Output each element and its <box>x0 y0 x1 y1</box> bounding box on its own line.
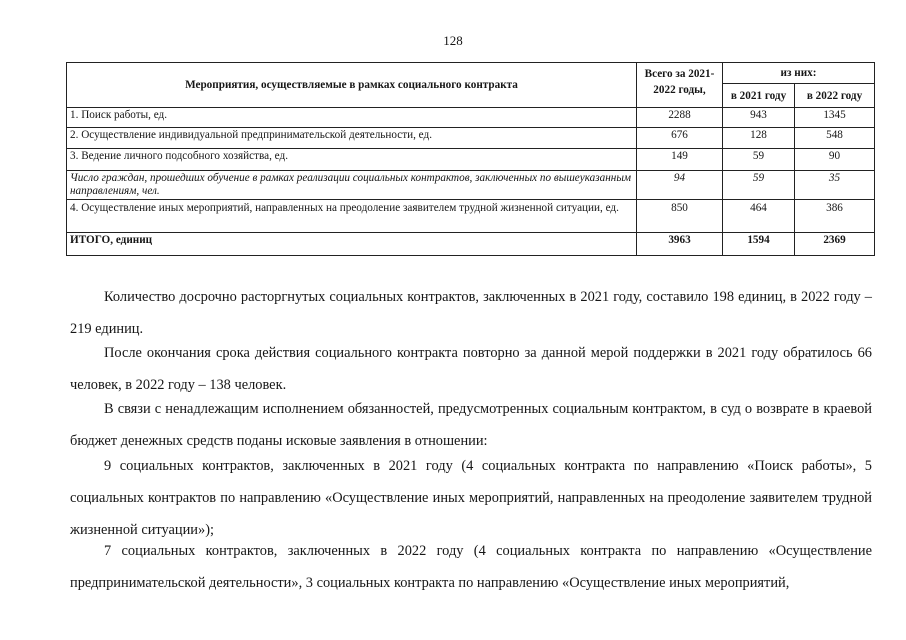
table-row <box>67 149 875 171</box>
paragraph: В связи с ненадлежащим исполнением обязанностей, предусмотренных социальным контрактом, в суд о возврате в краевой бюджет денежных средств поданы исковые заявления в отношении: <box>70 401 872 449</box>
row-label: 2. Осуществление индивидуальной предпринимательской деятельности, ед. <box>67 128 637 149</box>
table-row <box>67 108 875 128</box>
row-2022: 1345 <box>795 108 875 128</box>
table-header-row <box>67 63 875 84</box>
row-total: 2288 <box>637 108 723 128</box>
table-row <box>67 128 875 149</box>
row-2022: 548 <box>795 128 875 149</box>
row-2021: 59 <box>723 149 795 171</box>
row-total: 850 <box>637 200 723 233</box>
paragraph: После окончания срока действия социального контракта повторно за данной мерой поддержки в 2021 году обратилось 66 человек, в 2022 году – 138 человек. <box>70 345 872 393</box>
paragraph: 7 социальных контрактов, заключенных в 2022 году (4 социальных контракта по направлению «Осуществление предпринимательской деятельности», 3 социальных контракта по направлению «Осуществление иных мероприятий, <box>70 543 872 591</box>
header-2022: в 2022 году <box>795 84 875 108</box>
row-2022: 2369 <box>795 233 875 256</box>
page-number: 128 <box>443 33 463 48</box>
row-2022: 386 <box>795 200 875 233</box>
row-2022: 35 <box>795 171 875 200</box>
row-label: 1. Поиск работы, ед. <box>67 108 637 128</box>
table-row <box>67 171 875 200</box>
row-label: Число граждан, прошедших обучение в рамках реализации социальных контрактов, заключенных по вышеуказанным направлениям, чел. <box>67 171 637 200</box>
header-activities: Мероприятия, осуществляемые в рамках социального контракта <box>67 63 637 108</box>
row-label: 3. Ведение личного подсобного хозяйства, ед. <box>67 149 637 171</box>
row-label: 4. Осуществление иных мероприятий, направленных на преодоление заявителем трудной жизненной ситуации, ед. <box>67 200 637 233</box>
table-row <box>67 200 875 233</box>
row-2021: 59 <box>723 171 795 200</box>
social-contract-table <box>66 62 875 256</box>
row-total: 676 <box>637 128 723 149</box>
row-2022: 90 <box>795 149 875 171</box>
row-label: ИТОГО, единиц <box>67 233 637 256</box>
paragraph: Количество досрочно расторгнутых социальных контрактов, заключенных в 2021 году, составило 198 единиц, в 2022 году – 219 единиц. <box>70 289 872 337</box>
row-2021: 128 <box>723 128 795 149</box>
header-total: Всего за 2021-2022 годы, <box>637 63 723 108</box>
row-total: 149 <box>637 149 723 171</box>
row-2021: 943 <box>723 108 795 128</box>
paragraph: 9 социальных контрактов, заключенных в 2021 году (4 социальных контракта по направлению «Поиск работы», 5 социальных контрактов по направлению «Осуществление иных мероприятий, направленных на преодоление заявителем трудной жизненной ситуации»); <box>70 458 872 538</box>
row-2021: 464 <box>723 200 795 233</box>
table-total-row <box>67 233 875 256</box>
row-total: 94 <box>637 171 723 200</box>
header-2021: в 2021 году <box>723 84 795 108</box>
row-total: 3963 <box>637 233 723 256</box>
header-of-which: из них: <box>723 63 875 84</box>
row-2021: 1594 <box>723 233 795 256</box>
